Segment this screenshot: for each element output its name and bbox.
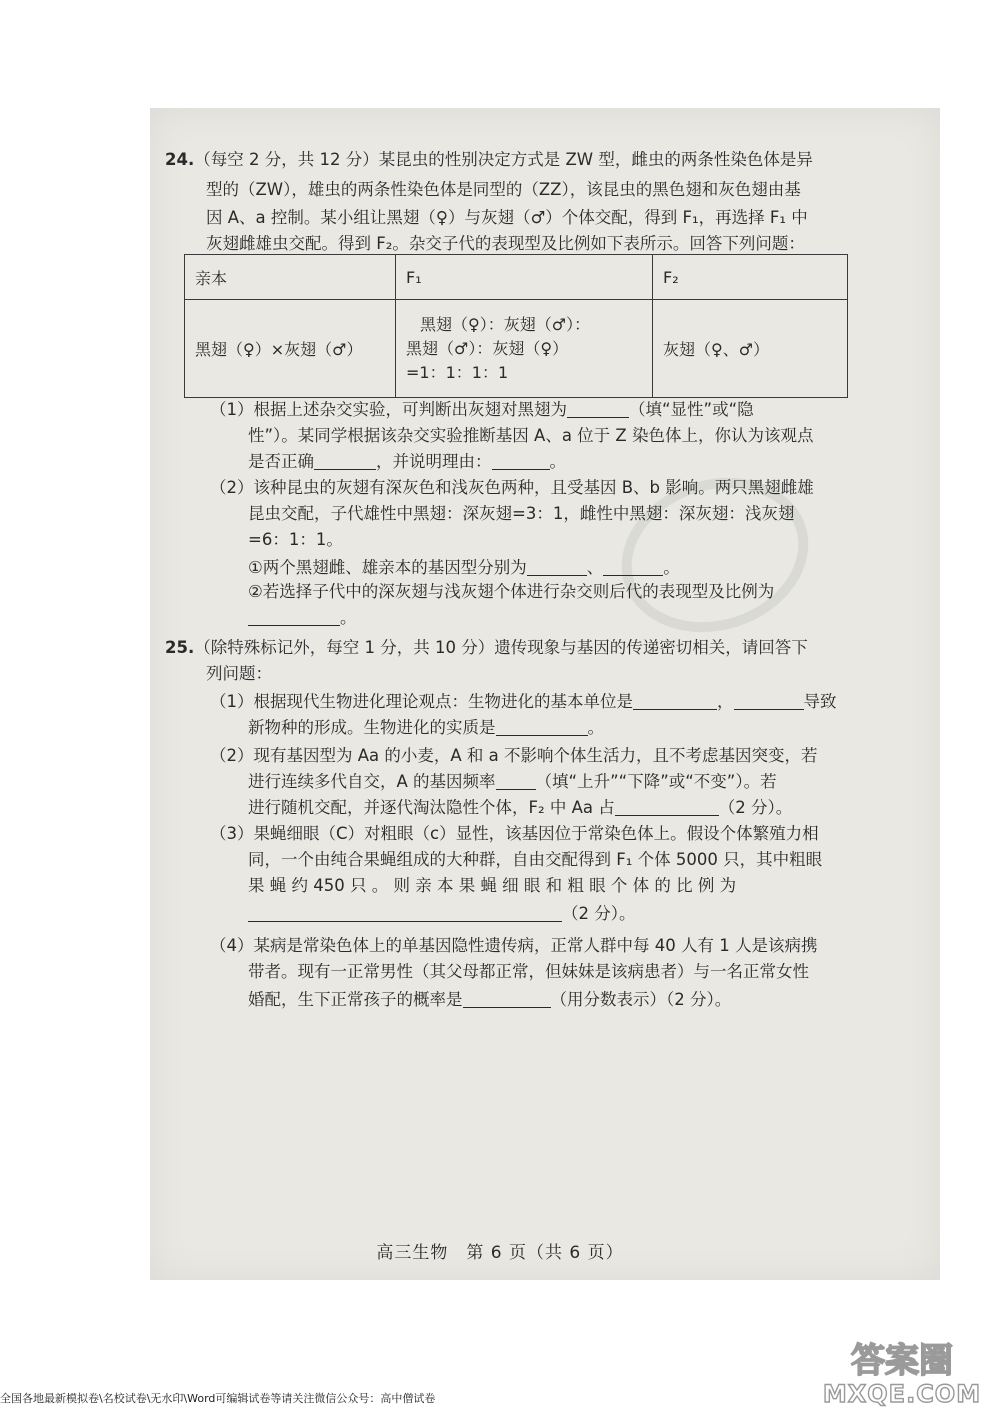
header-f2: F₂ [653,255,848,300]
logo-bottom-text: MXQE.COM [822,1380,982,1408]
q25-number: 25. [165,638,195,657]
table-header-row [185,255,848,300]
answer-blank[interactable] [314,451,376,470]
q24-number: 24. [165,150,195,169]
answer-blank[interactable] [527,557,587,576]
answer-blank[interactable] [603,557,663,576]
q24-sub2-line-1: （2）该种昆虫的灰翅有深灰色和浅灰色两种，且受基因 B、b 影响。两只黑翅雌雄 [210,478,814,497]
cell-f2: 灰翅（♀、♂） [653,300,848,398]
q25-sub1-line-1: （1）根据现代生物进化理论观点：生物进化的基本单位是 ， 导致 [210,692,837,711]
answer-blank[interactable] [496,717,588,736]
q24-sub1-line-1: （1）根据上述杂交实验，可判断出灰翅对黑翅为 （填“显性”或“隐 [210,400,754,419]
q24-line-1: 24.（每空 2 分，共 12 分）某昆虫的性别决定方式是 ZW 型，雌虫的两条性染色体是异 [165,150,813,169]
header-parent: 亲本 [185,255,396,300]
q25-sub4-line-1: （4）某病是常染色体上的单基因隐性遗传病，正常人群中每 40 人有 1 人是该病携 [210,936,818,955]
q25-sub4-line-3: 婚配，生下正常孩子的概率是 （用分数表示）（2 分）。 [248,990,732,1009]
cell-parent: 黑翅（♀）×灰翅（♂） [185,300,396,398]
logo-top-text: 答案圈 [851,1341,953,1381]
q24-sub2-line-3: =6：1：1。 [248,530,343,549]
q25-sub3-line-4: （2 分）。 [248,902,636,926]
answer-blank[interactable] [633,691,717,710]
answer-blank[interactable] [492,451,550,470]
q24-sub1-line-2: 性”）。某同学根据该杂交实验推断基因 A、a 位于 Z 染色体上，你认为该观点 [248,426,814,445]
q25-sub4-line-2: 带者。现有一正常男性（其父母都正常，但妹妹是该病患者）与一名正常女性 [248,962,809,981]
answer-blank[interactable] [248,903,562,922]
page-footer: 高三生物 第 6 页（共 6 页） [376,1243,624,1263]
q25-line-1: 25.（除特殊标记外，每空 1 分，共 10 分）遗传现象与基因的传递密切相关，请回答下 [165,638,808,657]
q25-sub1-line-2: 新物种的形成。生物进化的实质是 。 [248,718,604,737]
q25-sub3-line-3: 果 蝇 约 450 只 。 则 亲 本 果 蝇 细 眼 和 粗 眼 个 体 的 比 例 为 [248,876,737,895]
answer-blank[interactable] [496,771,536,790]
q24-line-2: 型的（ZW），雄虫的两条性染色体是同型的（ZZ），该昆虫的黑色翅和灰色翅由基 [206,180,801,199]
answer-blank[interactable] [734,691,804,710]
answer-blank[interactable] [248,607,340,626]
q25-sub3-line-1: （3）果蝇细眼（C）对粗眼（c）显性，该基因位于常染色体上。假设个体繁殖力相 [210,824,819,843]
q24-line-4: 灰翅雌雄虫交配。得到 F₂。杂交子代的表现型及比例如下表所示。回答下列问题： [206,234,805,253]
cell-f1: 黑翅（♀）：灰翅（♂）： 黑翅（♂）：灰翅（♀） =1：1：1：1 [396,300,653,398]
q24-sub2-line-6: 。 [248,606,357,630]
answer-blank[interactable] [567,399,629,418]
q25-sub3-line-2: 同，一个由纯合果蝇组成的大种群，自由交配得到 F₁ 个体 5000 只，其中粗眼 [248,850,823,869]
table-row [185,300,848,398]
watermark-footer-text: 全国各地最新模拟卷\名校试卷\无水印\Word可编辑试卷等请关注微信公众号：高中僧试卷 [0,1392,436,1405]
header-f1: F₁ [396,255,653,300]
q25-sub2-line-1: （2）现有基因型为 Aa 的小麦，A 和 a 不影响个体生活力，且不考虑基因突变，若 [210,746,818,765]
q25-line-2: 列问题： [206,664,272,683]
q24-sub2-line-5: ②若选择子代中的深灰翅与浅灰翅个体进行杂交则后代的表现型及比例为 [248,582,775,601]
answer-blank[interactable] [463,989,551,1008]
q24-line-3: 因 A、a 控制。某小组让黑翅（♀）与灰翅（♂）个体交配，得到 F₁，再选择 F₁ 中 [206,208,808,227]
cross-results-table [184,254,848,398]
q24-sub2-line-2: 昆虫交配，子代雄性中黑翅：深灰翅=3：1，雌性中黑翅：深灰翅：浅灰翅 [248,504,795,523]
answer-site-logo [812,1336,992,1408]
q24-sub2-line-4: ①两个黑翅雌、雄亲本的基因型分别为 、 。 [248,558,680,577]
q25-sub2-line-2: 进行连续多代自交，A 的基因频率 （填“上升”“下降”或“不变”）。若 [248,772,777,791]
q25-sub2-line-3: 进行随机交配，并逐代淘汰隐性个体，F₂ 中 Aa 占 （2 分）。 [248,798,793,817]
q24-sub1-line-3: 是否正确 ，并说明理由： 。 [248,452,566,471]
answer-blank[interactable] [615,797,719,816]
